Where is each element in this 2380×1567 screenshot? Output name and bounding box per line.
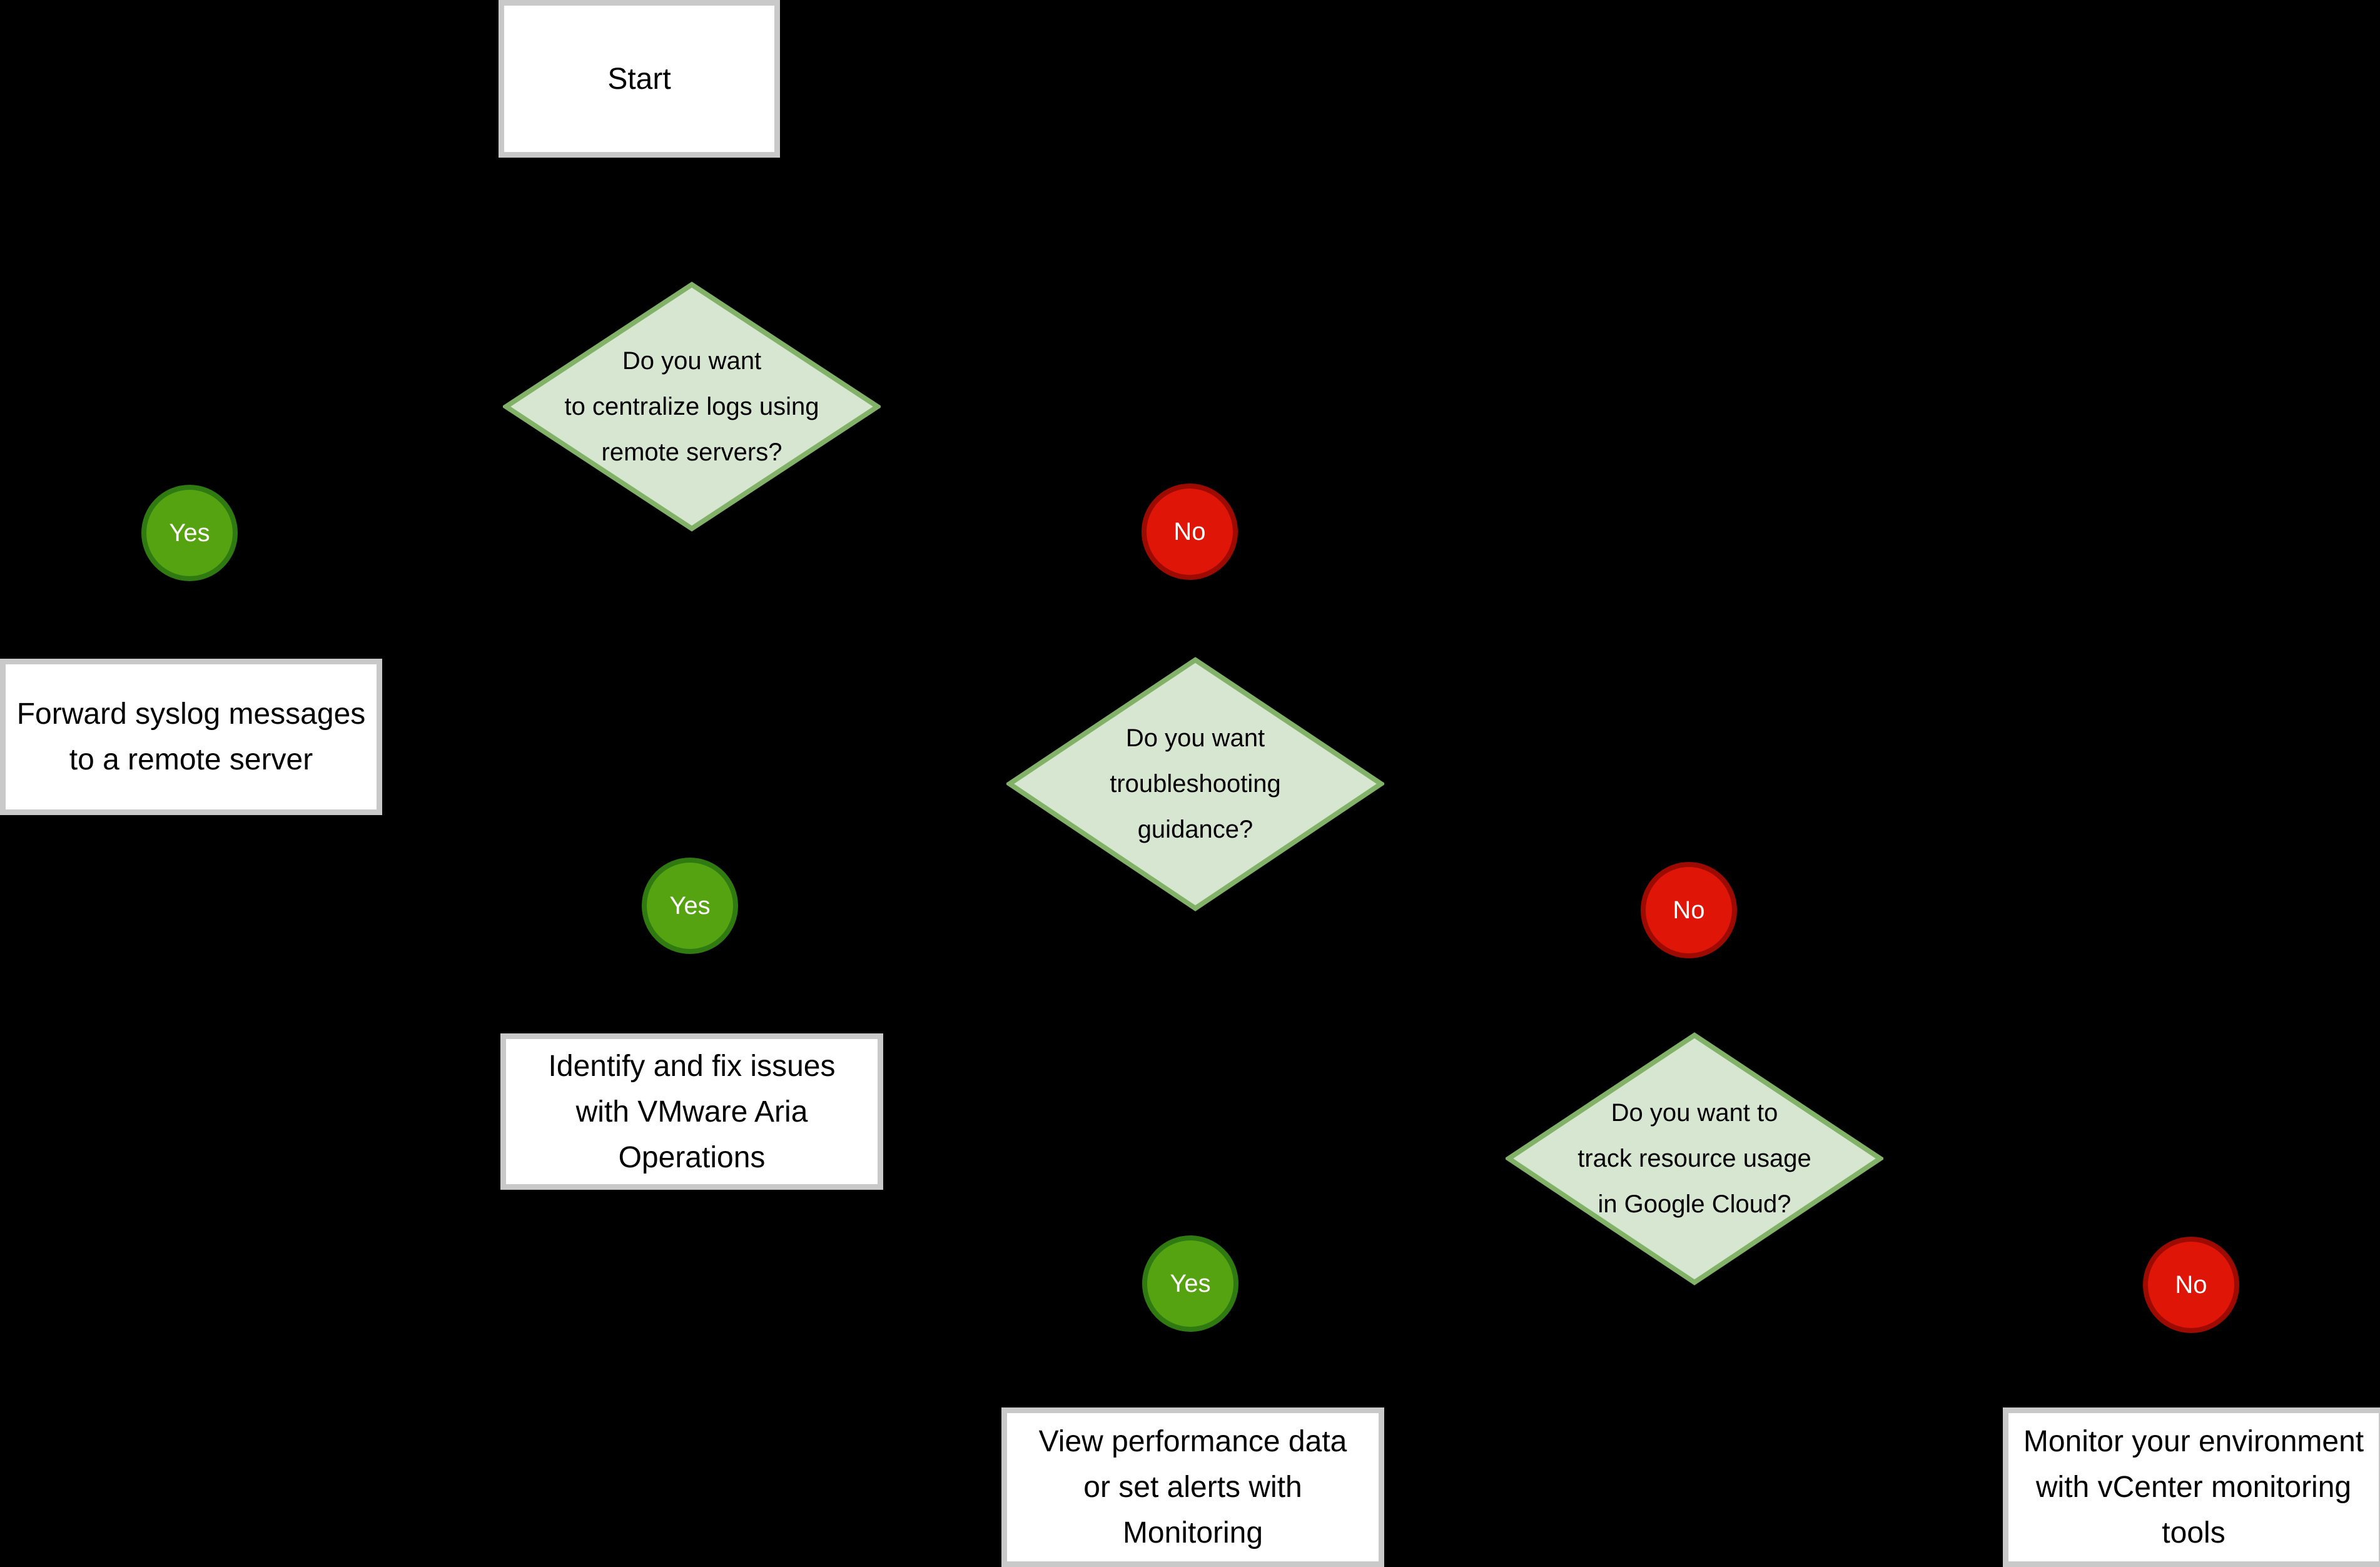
no-badge-2: No [1641, 862, 1737, 958]
process-forward-syslog: Forward syslog messages to a remote server [0, 659, 382, 815]
process-identify-fix: Identify and fix issues with VMware Aria Operations [500, 1033, 883, 1190]
decision-centralize-logs-text: Do you want to centralize logs using remote servers? [564, 347, 819, 466]
no-badge-3: No [2143, 1237, 2239, 1333]
decision-troubleshooting-text: Do you want troubleshooting guidance? [1110, 724, 1281, 843]
yes-badge-3: Yes [1142, 1235, 1238, 1332]
start-node [499, 0, 780, 158]
yes-badge-2: Yes [642, 858, 738, 954]
decision-troubleshooting [1006, 657, 1384, 911]
no-badge-1: No [1142, 484, 1238, 580]
decision-centralize-logs [503, 281, 881, 532]
decision-track-resource [1506, 1032, 1883, 1286]
start-label: Start [607, 62, 671, 96]
decision-track-resource-text: Do you want to track resource usage in Google Cloud? [1577, 1099, 1811, 1218]
process-monitor-environment: Monitor your environment with vCenter monitoring tools [2003, 1407, 2380, 1567]
yes-badge-1: Yes [141, 485, 238, 581]
process-view-performance: View performance data or set alerts with Monitoring [1001, 1407, 1384, 1567]
